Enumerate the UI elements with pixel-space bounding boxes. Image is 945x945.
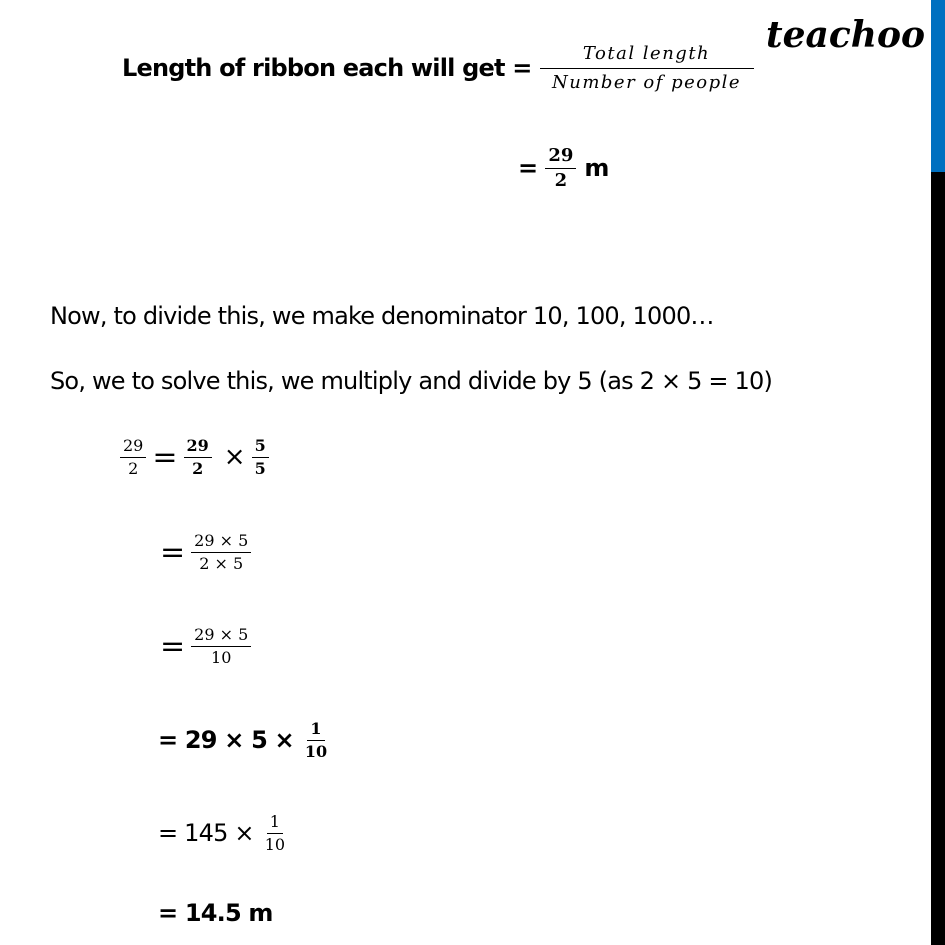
formula-line <box>122 44 754 93</box>
step4-denominator: 10 <box>304 741 328 761</box>
step-1 <box>120 437 269 477</box>
step3-equals: = <box>160 628 186 664</box>
step5-text: = 145 × <box>158 819 254 848</box>
step5-numerator: 1 <box>267 813 283 834</box>
result-fraction <box>545 146 576 191</box>
result-line <box>518 146 609 191</box>
result-numerator: 29 <box>545 146 576 169</box>
paragraph-denominator-note: Now, to divide this, we make denominator 10, 100, 1000… <box>50 302 714 330</box>
step2-equals: = <box>160 534 186 570</box>
step4-fraction <box>302 720 330 760</box>
result-denominator: 2 <box>554 169 568 191</box>
step1-multiplier-denominator: 5 <box>254 458 266 478</box>
step1-rhs-fraction <box>184 437 212 477</box>
step-4 <box>158 720 330 760</box>
step1-multiplier-fraction <box>252 437 269 477</box>
result-unit: m <box>584 154 609 183</box>
step3-fraction <box>191 626 251 666</box>
step-3 <box>160 626 251 666</box>
step1-lhs-numerator: 29 <box>120 437 146 458</box>
step5-fraction <box>262 813 288 853</box>
step1-equals: = <box>152 439 178 475</box>
step2-denominator: 2 × 5 <box>199 553 244 573</box>
step2-numerator: 29 × 5 <box>191 532 251 553</box>
step1-lhs-denominator: 2 <box>128 458 139 478</box>
final-answer: = 14.5 m <box>158 899 273 927</box>
step1-lhs-fraction <box>120 437 146 477</box>
formula-label: Length of ribbon each will get = <box>122 54 532 83</box>
step3-denominator: 10 <box>211 647 232 667</box>
step1-times: × <box>223 442 246 473</box>
step3-numerator: 29 × 5 <box>191 626 251 647</box>
accent-bar-black <box>931 172 945 945</box>
step2-fraction <box>191 532 251 572</box>
formula-fraction <box>540 44 754 93</box>
formula-numerator: Total length <box>540 44 754 69</box>
step1-rhs-numerator: 29 <box>184 437 212 458</box>
step4-numerator: 1 <box>307 720 324 741</box>
step5-denominator: 10 <box>264 834 286 854</box>
step1-rhs-denominator: 2 <box>192 458 204 478</box>
step-2 <box>160 532 251 572</box>
accent-bar-blue <box>931 0 945 172</box>
step1-multiplier-numerator: 5 <box>252 437 269 458</box>
step-5 <box>158 813 288 853</box>
teachoo-logo: teachoo <box>766 14 925 56</box>
equals-sign: = <box>518 154 538 183</box>
formula-denominator: Number of people <box>551 71 742 93</box>
step4-text: = 29 × 5 × <box>158 726 294 755</box>
paragraph-multiply-note: So, we to solve this, we multiply and divide by 5 (as 2 × 5 = 10) <box>50 367 773 395</box>
